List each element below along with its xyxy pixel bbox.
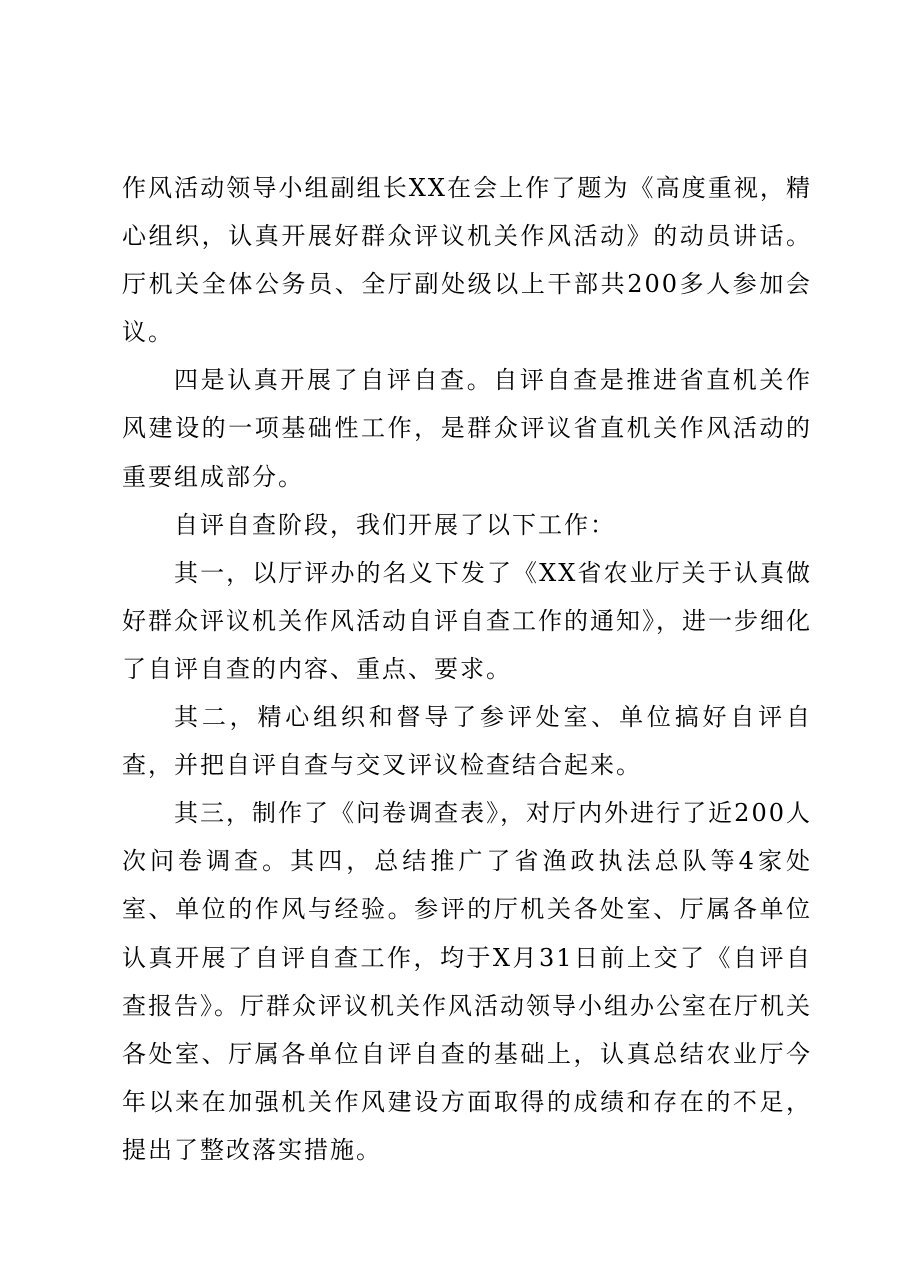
paragraph-5: 其二，精心组织和督导了参评处室、单位搞好自评自查，并把自评自查与交叉评议检查结合起来。 bbox=[122, 703, 812, 780]
paragraph-2: 四是认真开展了自评自查。自评自查是推进省直机关作风建设的一项基础性工作，是群众评议省直机关作风活动的重要组成部分。 bbox=[122, 366, 812, 491]
document-body bbox=[122, 164, 812, 1174]
paragraph-3: 自评自查阶段，我们开展了以下工作： bbox=[174, 510, 616, 539]
paragraph-6: 其三，制作了《问卷调查表》，对厅内外进行了近200人次问卷调查。其四，总结推广了省渔政执法总队等4家处室、单位的作风与经验。参评的厅机关各处室、厅属各单位认真开展了自评自查工作，均于X月31日前上交了《自评自查报告》。厅群众评议机关作风活动领导小组办公室在厅机关各处室、厅属各单位自评自查的基础上，认真总结农业厅今年以来在加强机关作风建设方面取得的成绩和存在的不足，提出了整改落实措施。 bbox=[122, 799, 812, 1164]
paragraph-4: 其一，以厅评办的名义下发了《XX省农业厅关于认真做好群众评议机关作风活动自评自查工作的通知》，进一步细化了自评自查的内容、重点、要求。 bbox=[122, 558, 812, 683]
paragraph-1: 作风活动领导小组副组长XX在会上作了题为《高度重视，精心组织，认真开展好群众评议机关作风活动》的动员讲话。厅机关全体公务员、全厅副处级以上干部共200多人参加会议。 bbox=[122, 174, 812, 347]
